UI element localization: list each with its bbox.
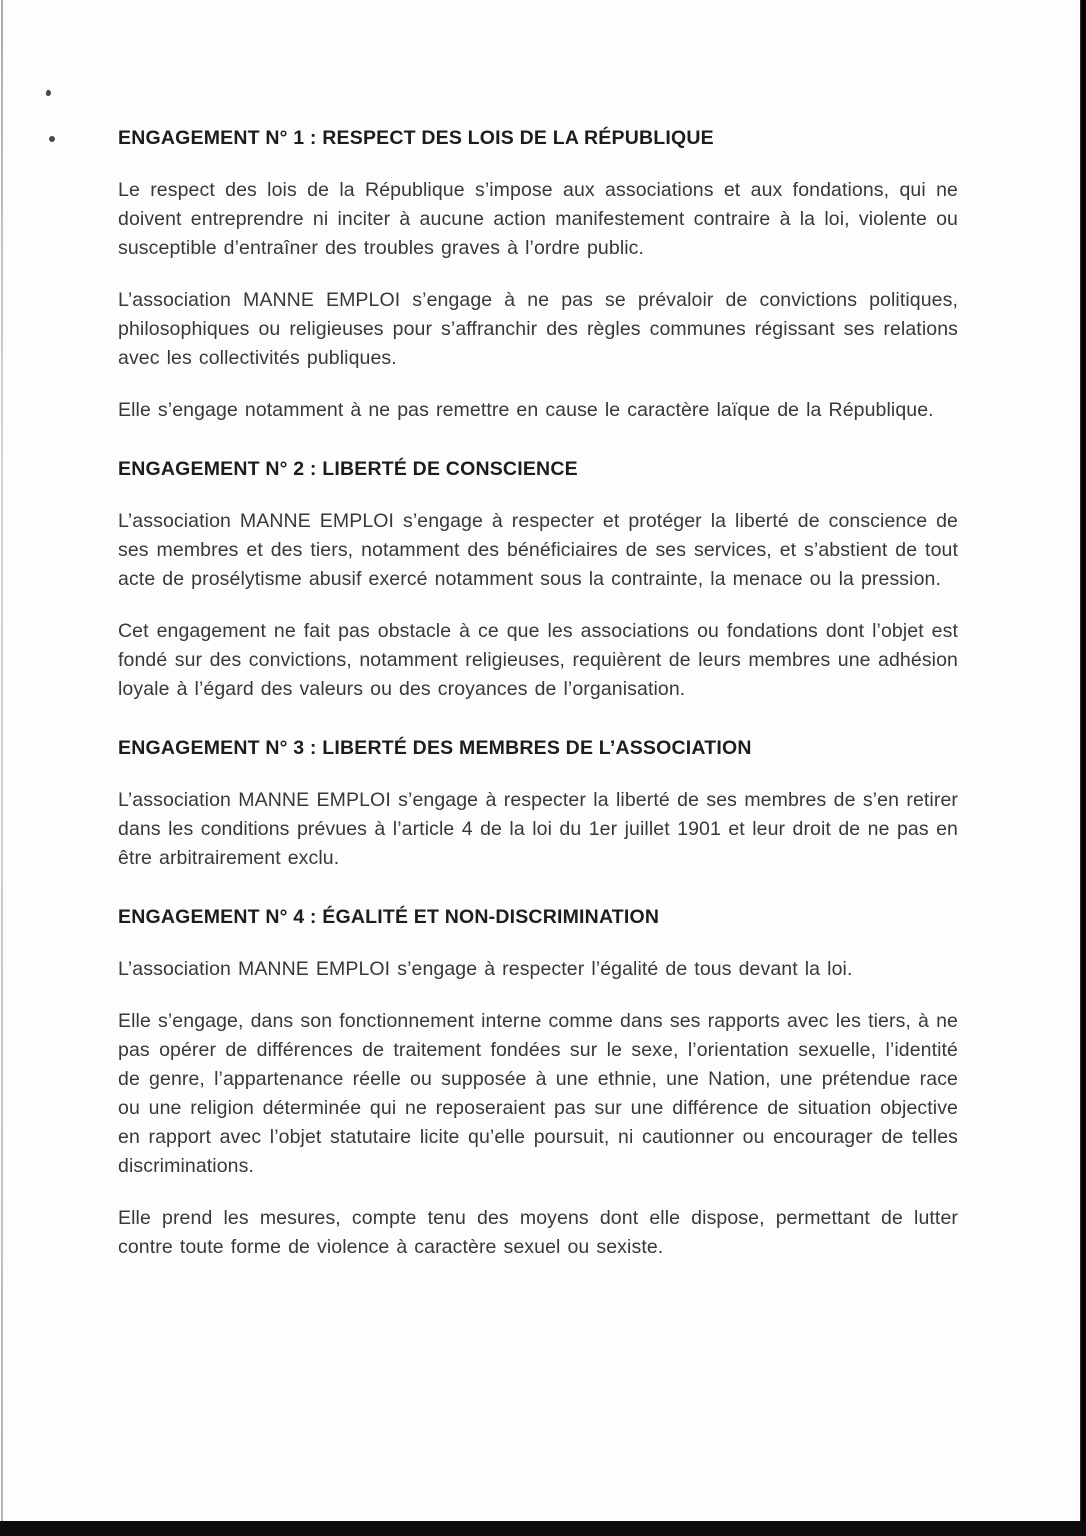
section-engagement-3 xyxy=(118,734,958,873)
scan-left-edge-line xyxy=(1,0,3,1536)
paragraph: L’association MANNE EMPLOI s’engage à respecter l’égalité de tous devant la loi. xyxy=(118,958,853,980)
paragraph: Elle s’engage notamment à ne pas remettre en cause le caractère laïque de la République. xyxy=(118,399,934,421)
paragraph: L’association MANNE EMPLOI s’engage à respecter la liberté de ses membres de s’en retirer dans les conditions prévues à l’article 4 de la loi du 1er juillet 1901 et leur droit de ne pas en être arbitrairement exclu. xyxy=(118,789,958,869)
paragraph: Elle s’engage, dans son fonctionnement interne comme dans ses rapports avec les tiers, à ne pas opérer de différences de traitement fondées sur le sexe, l’orientation sexuelle, l’identité de genre, l’appartenance réelle ou supposée à une ethnie, une Nation, une prétendue race ou une religion déterminée qui ne reposeraient pas sur une différence de situation objective en rapport avec l’objet statutaire licite qu’elle poursuit, ni cautionner ou encourager de telles discriminations. xyxy=(118,1010,958,1177)
section-engagement-2 xyxy=(118,455,958,704)
paragraph: Le respect des lois de la République s’impose aux associations et aux fondations, qui ne doivent entreprendre ni inciter à aucune action manifestement contraire à la loi, violente ou susceptible d’entraîner des troubles graves à l’ordre public. xyxy=(118,179,958,259)
paragraph: L’association MANNE EMPLOI s’engage à respecter et protéger la liberté de conscience de ses membres et des tiers, notamment des bénéficiaires de ses services, et s’abstient de tout acte de prosélytisme abusif exercé notamment sous la contrainte, la menace ou la pression. xyxy=(118,510,958,590)
section-engagement-4 xyxy=(118,903,958,1262)
document-page xyxy=(118,124,958,1285)
scan-speck xyxy=(49,136,55,142)
section-heading: ENGAGEMENT N° 4 : ÉGALITÉ ET NON-DISCRIMINATION xyxy=(118,906,660,928)
paragraph: Cet engagement ne fait pas obstacle à ce que les associations ou fondations dont l’objet est fondé sur des convictions, notamment religieuses, requièrent de leurs membres une adhésion loyale à l’égard des valeurs ou des croyances de l’organisation. xyxy=(118,620,958,700)
scan-bottom-bar xyxy=(0,1521,1086,1536)
section-heading: ENGAGEMENT N° 3 : LIBERTÉ DES MEMBRES DE L’ASSOCIATION xyxy=(118,737,752,759)
section-heading: ENGAGEMENT N° 2 : LIBERTÉ DE CONSCIENCE xyxy=(118,458,578,480)
paragraph: L’association MANNE EMPLOI s’engage à ne pas se prévaloir de convictions politiques, philosophiques ou religieuses pour s’affranchir des règles communes régissant ses relations avec les collectivités publiques. xyxy=(118,289,958,369)
scan-speck xyxy=(45,89,52,96)
section-heading: ENGAGEMENT N° 1 : RESPECT DES LOIS DE LA RÉPUBLIQUE xyxy=(118,127,714,149)
paragraph: Elle prend les mesures, compte tenu des moyens dont elle dispose, permettant de lutter contre toute forme de violence à caractère sexuel ou sexiste. xyxy=(118,1207,958,1258)
section-engagement-1 xyxy=(118,124,958,425)
scan-right-edge-strip xyxy=(1080,0,1086,1536)
